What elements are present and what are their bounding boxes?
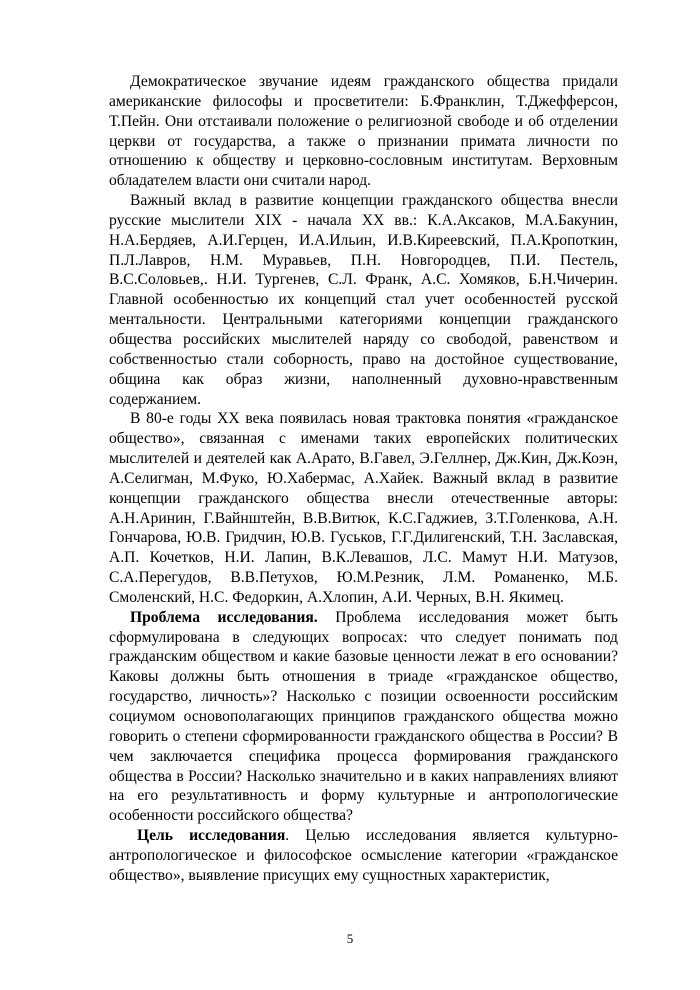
research-problem-heading: Проблема исследования. — [130, 608, 318, 626]
paragraph-russian-thinkers — [109, 191, 618, 409]
paragraph-text: Важный вклад в развитие концепции гражданского общества внесли русские мыслители XIX - начала XX вв.: К.А.Аксаков, М.А.Бакунин, Н.А.Бердяев, А.И.Герцен, И.А.Ильин, И.В.Киреевский, П.А.Кропоткин, П.Л.Лавров, Н.М. Муравьев, П.Н. Новгородцев, П.И. Пестель, В.С.Соловьев,. Н.И. Тургенев, С.Л. Франк, А.С. Хомяков, Б.Н.Чичерин. Главной особенностью их концепций стал учет особенностей русской ментальности. Центральными категориями концепции гражданского общества российских мыслителей наряду со свободой, равенством и собственностью стали соборность, право на достойное существование, община как образ жизни, наполненный духовно-нравственным содержанием. — [109, 192, 618, 408]
research-goal-heading: Цель исследования — [137, 827, 286, 845]
paragraph-american-enlighteners — [109, 72, 618, 191]
paragraph-modern-interpretation — [109, 409, 618, 607]
paragraph-research-problem — [109, 608, 618, 826]
paragraph-text: Проблема исследования может быть сформулирована в следующих вопросах: что следует понимать под гражданским обществом и какие базовые ценности лежат в его основании? Каковы должны быть отношения в триаде «гражданское общество, государство, личность»? Насколько с позиции освоенности российским социумом основополагающих принципов гражданского общества можно говорить о степени сформированности гражданского общества в России? В чем заключается специфика процесса формирования гражданского общества в России? Насколько значительно и в каких направлениях влияют на его результативность и форму культурные и антропологические особенности российского общества? — [109, 608, 619, 825]
paragraph-research-goal — [109, 826, 618, 886]
paragraph-text: Демократическое звучание идеям гражданского общества придали американские философы и просветители: Б.Франклин, Т.Джефферсон, Т.Пейн. Они отстаивали положение о религиозной свободе и об отделении церкви от государства, а также о признании примата личности по отношению к обществу и церковно-сословным институтам. Верховным обладателем власти они считали народ. — [109, 73, 618, 190]
paragraph-text: В 80-е годы XX века появилась новая трактовка понятия «гражданское общество», связанная с именами таких европейских политических мыслителей и деятелей как А.Арато, В.Гавел, Э.Геллнер, Дж.Кин, Дж.Коэн, А.Селигман, М.Фуко, Ю.Хабермас, А.Хайек. Важный вклад в развитие концепции гражданского общества внесли отечественные авторы: А.Н.Аринин, Г.Вайнштейн, В.В.Витюк, К.С.Гаджиев, З.Т.Голенкова, А.Н. Гончарова, Ю.В. Гридчин, Ю.В. Гуськов, Г.Г.Дилигенский, Т.Н. Заславская, А.П. Кочетков, Н.И. Лапин, В.К.Левашов, Л.С. Мамут Н.И. Матузов, С.А.Перегудов, В.В.Петухов, Ю.М.Резник, Л.М. Романенко, М.Б. Смоленский, Н.С. Федоркин, А.Хлопин, А.И. Черных, В.Н. Якимец. — [109, 410, 618, 606]
paragraph-text: . Целью исследования является культурно-антропологическое и философское осмысление категории «гражданское общество», выявление присущих ему сущностных характеристик, — [109, 827, 619, 884]
body-text — [109, 72, 618, 886]
page-number: 5 — [346, 931, 354, 946]
